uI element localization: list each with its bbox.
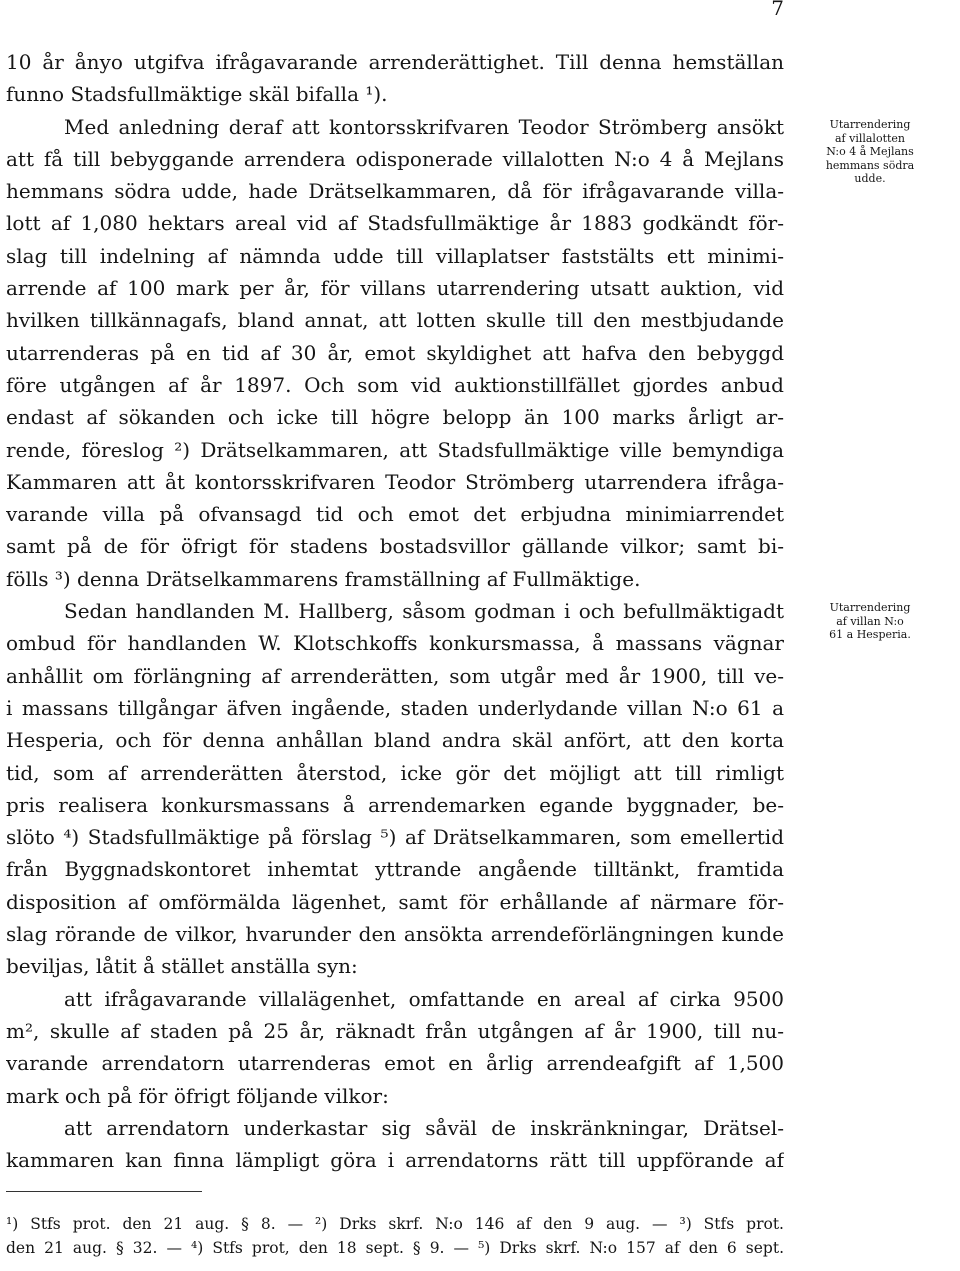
text-line: disposition af omförmälda lägenhet, samt för erhållande af närmare för- <box>6 889 784 914</box>
text-line: före utgången af år 1897. Och som vid auktionstillfället gjordes anbud <box>6 372 784 397</box>
text-line: Med anledning deraf att kontorsskrifvaren Teodor Strömberg ansökt <box>64 114 784 139</box>
marginal-note-line: af villalotten <box>834 131 906 145</box>
page-number: 7 <box>771 0 784 20</box>
text-line: varande arrendatorn utarrenderas emot en årlig arrendeafgift af 1,500 <box>6 1051 784 1076</box>
marginal-note-line: af villan N:o <box>836 614 904 628</box>
text-line: anhållit om förlängning af arrenderätten, som utgår med år 1900, till ve- <box>6 663 784 688</box>
text-line: att arrendatorn underkastar sig såväl de inskränkningar, Drätsel- <box>64 1115 784 1140</box>
text-line: fölls ³) denna Drätselkammarens framställning af Fullmäktige. <box>6 566 641 591</box>
text-line: funno Stadsfullmäktige skäl bifalla ¹). <box>6 82 388 107</box>
marginal-note <box>790 118 950 186</box>
text-line: slag rörande de vilkor, hvarunder den ansökta arrendeförlängningen kunde <box>6 922 784 947</box>
text-line: Kammaren att åt kontorsskrifvaren Teodor Strömberg utarrendera ifråga- <box>6 469 784 494</box>
text-line: varande villa på ofvansagd tid och emot det erbjudna minimiarrendet <box>6 502 784 527</box>
text-line: lott af 1,080 hektars areal vid af Stadsfullmäktige år 1883 godkändt för- <box>6 211 784 236</box>
text-line: hemmans södra udde, hade Drätselkammaren, då för ifrågavarande villa- <box>6 179 784 204</box>
text-line: slöto ⁴) Stadsfullmäktige på förslag ⁵) af Drätselkammaren, som emellertid <box>6 825 784 850</box>
text-line: i massans tillgångar äfven ingående, staden underlydande villan N:o 61 a <box>6 695 784 720</box>
text-line: pris realisera konkursmassans å arrendemarken egande byggnader, be- <box>6 792 784 817</box>
text-line: kammaren kan finna lämpligt göra i arrendatorns rätt till uppförande af <box>6 1148 784 1173</box>
text-line: m², skulle af staden på 25 år, räknadt från utgången af år 1900, till nu- <box>6 1018 784 1043</box>
marginal-note-line: udde. <box>854 172 886 185</box>
text-line: Hesperia, och för denna anhållan bland andra skäl anfört, att den korta <box>6 728 784 753</box>
footnote-divider <box>6 1191 202 1192</box>
marginal-note-line: hemmans södra <box>825 158 915 172</box>
footnote-line: ¹) Stfs prot. den 21 aug. § 8. — ²) Drks skrf. N:o 146 af den 9 aug. — ³) Stfs prot. <box>6 1215 784 1233</box>
text-line: ombud för handlanden W. Klotschkoffs konkursmassa, å massans vägnar <box>6 631 784 656</box>
text-line: endast af sökanden och icke till högre belopp än 100 marks årligt ar- <box>6 405 784 430</box>
text-line: tid, som af arrenderätten återstod, icke gör det möjligt att till rimligt <box>6 760 784 785</box>
text-line: att få till bebyggande arrendera odisponerade villalotten N:o 4 å Mejlans <box>6 146 784 171</box>
marginal-note-line: Utarrendering <box>829 601 911 614</box>
text-line: Sedan handlanden M. Hallberg, såsom godman i och befullmäktigadt <box>64 599 784 624</box>
text-line: hvilken tillkännagafs, bland annat, att lotten skulle till den mestbjudande <box>6 308 784 333</box>
text-line: rende, föreslog ²) Drätselkammaren, att Stadsfullmäktige ville bemyndiga <box>6 437 784 462</box>
marginal-note-line: 61 a Hesperia. <box>829 628 911 641</box>
text-line: från Byggnadskontoret inhemtat yttrande angående tilltänkt, framtida <box>6 857 784 882</box>
text-line: beviljas, låtit å stället anställa syn: <box>6 954 358 979</box>
footnote-line: den 21 aug. § 32. — ⁴) Stfs prot, den 18 sept. § 9. — ⁵) Drks skrf. N:o 157 af den 6 sept. <box>6 1239 784 1257</box>
marginal-note-line: N:o 4 å Mejlans <box>826 145 914 158</box>
text-line: slag till indelning af nämnda udde till villaplatser faststälts ett minimi- <box>6 243 784 268</box>
marginal-note <box>790 601 950 642</box>
text-line: arrende af 100 mark per år, för villans utarrendering utsatt auktion, vid <box>6 276 784 301</box>
text-line: att ifrågavarande villalägenhet, omfattande en areal af cirka 9500 <box>64 986 784 1011</box>
text-line: mark och på för öfrigt följande vilkor: <box>6 1083 389 1108</box>
text-line: 10 år ånyo utgifva ifrågavarande arrenderättighet. Till denna hemställan <box>6 50 784 74</box>
body-text <box>6 46 784 1176</box>
marginal-note-line: Utarrendering <box>829 118 911 131</box>
text-line: utarrenderas på en tid af 30 år, emot skyldighet att hafva den bebyggd <box>6 340 784 365</box>
text-line: samt på de för öfrigt för stadens bostadsvillor gällande vilkor; samt bi- <box>6 534 784 559</box>
footnotes <box>6 1212 784 1260</box>
